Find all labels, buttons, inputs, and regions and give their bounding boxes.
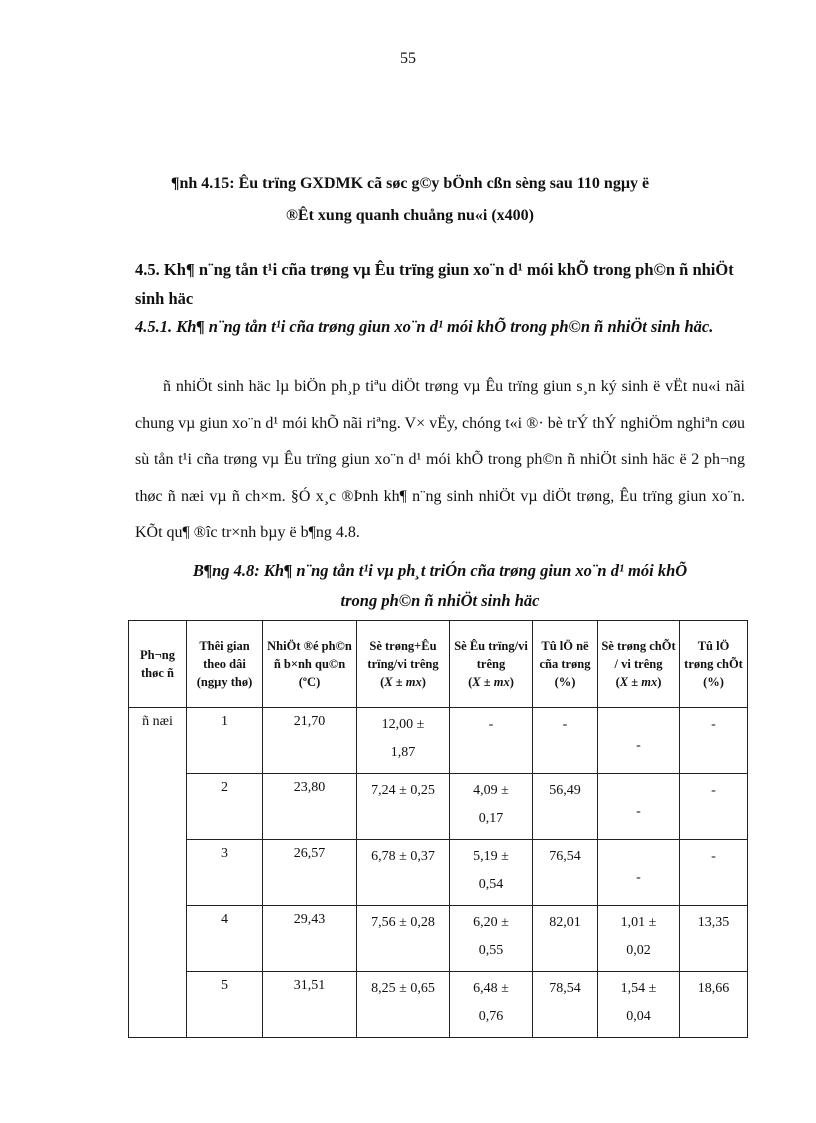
header-dead-eggs: Sè trøng chÕt / vi trêng (X ± mx) [598,621,680,708]
temp-cell: 23,80 [263,774,357,840]
temp-cell: 31,51 [263,972,357,1038]
header-hatch-rate: Tû lÖ në cña trøng (%) [533,621,598,708]
eggs-cell [357,906,450,972]
table-row [129,906,748,972]
table-caption-line-1: B¶ng 4.8: Kh¶ n¨ng tån t¹i vµ ph¸t triÓn cña trøng giun xo¨n d¹ mói khÕ [192,561,688,580]
day-cell: 5 [187,972,263,1038]
dead-value-2: 0,04 [626,1009,651,1024]
deadrate-value: - [711,783,716,798]
table-caption-line-2: trong ph©n ñ nhiÖt sinh häc [340,591,540,610]
larvae-value: 6,20 ± [473,915,509,930]
table-row [129,972,748,1038]
dead-cell [598,708,680,774]
dead-value: - [636,804,641,819]
ratio-cell [533,774,598,840]
eggs-cell [357,774,450,840]
deadrate-value: - [711,717,716,732]
eggs-cell [357,708,450,774]
table-header-row [129,621,748,708]
eggs-cell [357,840,450,906]
dead-value: - [636,870,641,885]
body-paragraph [135,369,745,552]
larvae-value: 4,09 ± [473,783,509,798]
temp-cell: 29,43 [263,906,357,972]
dead-cell [598,774,680,840]
ratio-value: 56,49 [549,783,581,798]
dead-value: - [636,738,641,753]
section-heading: 4.5. Kh¶ n¨ng tån t¹i cña trøng vµ Êu trïng giun xo¨n d¹ mói khÕ trong ph©n ñ nhiÖt sinh häc [135,260,734,308]
ratio-value: 76,54 [549,849,581,864]
ratio-cell [533,906,598,972]
ratio-value: 78,54 [549,981,581,996]
deadrate-cell [680,972,748,1038]
body-paragraph-text: ñ nhiÖt sinh häc lµ biÖn ph¸p tiªu diÖt trøng vµ Êu trïng giun s¸n ký sinh ë vËt nu«i nãi chung vµ giun xo¨n d¹ mói khÕ nãi riªng. V× vËy, chóng t«i ®· bè trÝ thÝ nghiÖm nghiªn cøu sù tån t¹i cña trøng vµ Êu trïng giun xo¨n d¹ mói khÕ trong ph©n ñ nhiÖt sinh häc ë 2 ph¬ng thøc ñ næi vµ ñ ch×m. §Ó x¸c ®Þnh kh¶ n¨ng sinh nhiÖt vµ diÖt trøng, Êu trïng giun xo¨n. KÕt qu¶ ®îc tr×nh bµy ë b¶ng 4.8. [135,378,745,541]
eggs-cell [357,972,450,1038]
larvae-cell [450,774,533,840]
header-larvae-formula: X ± mx [472,675,510,689]
header-larvae: Sè Êu trïng/vi trêng (X ± mx) [450,621,533,708]
dead-cell [598,906,680,972]
dead-value: 1,01 ± [620,915,657,930]
larvae-value-2: 0,76 [478,1009,504,1024]
eggs-value: 8,25 ± 0,65 [371,981,435,996]
header-dead-rate: Tû lÖ trøng chÕt (%) [680,621,748,708]
dead-cell [598,840,680,906]
larvae-value: 6,48 ± [473,981,509,996]
larvae-value-2: 0,55 [478,943,504,958]
table-row [129,774,748,840]
larvae-cell [450,972,533,1038]
eggs-value: 7,56 ± 0,28 [371,915,435,930]
header-temperature: NhiÖt ®é ph©n ñ b×nh qu©n (ºC) [263,621,357,708]
header-time: Thêi gian theo dâi (ngµy thø) [187,621,263,708]
temp-cell: 26,57 [263,840,357,906]
larvae-value-2: 0,17 [478,811,504,826]
page-number: 55 [400,50,416,67]
deadrate-value: 13,35 [697,915,730,930]
table-caption [130,556,750,616]
ratio-value: 82,01 [549,915,581,930]
eggs-value: 12,00 ± [381,717,425,732]
ratio-cell [533,972,598,1038]
deadrate-cell [680,840,748,906]
larvae-value: 5,19 ± [473,849,509,864]
figure-caption [120,168,700,232]
day-cell: 4 [187,906,263,972]
header-dead-eggs-label: Sè trøng chÕt / vi trêng [601,639,676,671]
deadrate-value: 18,66 [697,981,730,996]
table-row [129,708,748,774]
larvae-cell [450,708,533,774]
ratio-cell [533,708,598,774]
table-row [129,840,748,906]
header-eggs: Sè trøng+Êu trïng/vi trêng (X ± mx) [357,621,450,708]
day-cell: 3 [187,840,263,906]
larvae-cell [450,906,533,972]
deadrate-cell [680,906,748,972]
larvae-cell [450,840,533,906]
eggs-value: 6,78 ± 0,37 [371,849,435,864]
day-cell: 2 [187,774,263,840]
dead-value-2: 0,02 [626,943,651,958]
method-cell: ñ næi [129,708,187,1038]
header-method: Ph¬ng thøc ñ [129,621,187,708]
day-cell: 1 [187,708,263,774]
dead-value: 1,54 ± [620,981,657,996]
ratio-value: - [562,717,568,732]
header-larvae-label: Sè Êu trïng/vi trêng [454,639,528,671]
larvae-value: - [488,717,494,732]
temp-cell: 21,70 [263,708,357,774]
header-dead-eggs-formula: X ± mx [619,675,658,689]
eggs-value-2: 1,87 [390,745,416,760]
subsection-heading: 4.5.1. Kh¶ n¨ng tån t¹i cña trøng giun xo¨n d¹ mói khÕ trong ph©n ñ nhiÖt sinh häc. [135,317,714,336]
deadrate-value: - [711,849,716,864]
figure-caption-line-1: ¶nh 4.15: Êu trïng GXDMK cã søc g©y bÖnh cßn sèng sau 110 ngµy ë [170,175,650,192]
deadrate-cell [680,774,748,840]
deadrate-cell [680,708,748,774]
data-table [128,620,748,1038]
header-eggs-label: Sè trøng+Êu trïng/vi trêng [367,639,439,671]
ratio-cell [533,840,598,906]
eggs-value: 7,24 ± 0,25 [371,783,435,798]
larvae-value-2: 0,54 [478,877,504,892]
header-eggs-formula: X ± mx [384,675,422,689]
figure-caption-line-2: ®Êt xung quanh chuång nu«i (x400) [285,207,535,224]
dead-cell [598,972,680,1038]
